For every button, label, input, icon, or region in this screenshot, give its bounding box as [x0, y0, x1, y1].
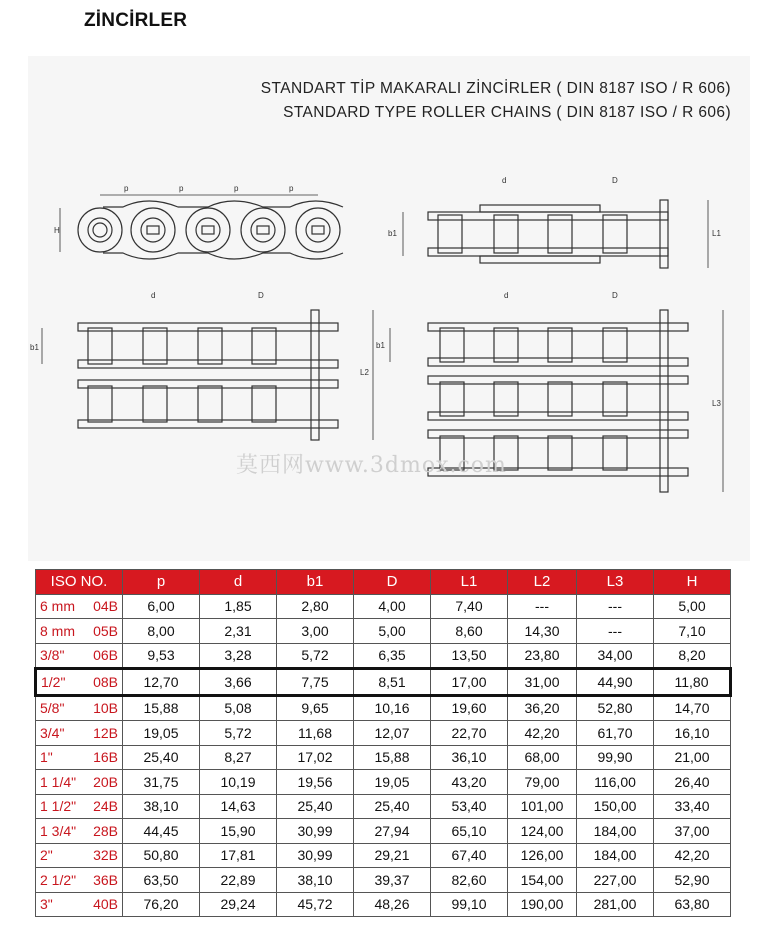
cell-H: 21,00: [654, 745, 731, 770]
iso-size: 6 mm: [40, 598, 75, 615]
cell-L1: 65,10: [431, 819, 508, 844]
iso-code: 12B: [93, 724, 118, 741]
cell-H: 11,80: [654, 669, 731, 696]
iso-code: 08B: [93, 673, 118, 690]
iso-cell: [36, 868, 123, 893]
cell-b1: 17,02: [277, 745, 354, 770]
cell-L2: 126,00: [508, 843, 577, 868]
dim-label-p: p: [234, 184, 239, 193]
single-strand-view: [403, 200, 708, 268]
header-L3: L3: [577, 570, 654, 595]
cell-d: 5,72: [200, 721, 277, 746]
cell-H: 33,40: [654, 794, 731, 819]
cell-L3: 227,00: [577, 868, 654, 893]
iso-size: 5/8": [40, 700, 65, 717]
iso-cell: [36, 892, 123, 917]
iso-code: 28B: [93, 822, 118, 839]
cell-L3: ---: [577, 594, 654, 619]
cell-L2: 36,20: [508, 695, 577, 721]
cell-p: 6,00: [123, 594, 200, 619]
cell-p: 8,00: [123, 619, 200, 644]
cell-L2: 79,00: [508, 770, 577, 795]
iso-code: 10B: [93, 700, 118, 717]
iso-size: 1 1/2": [40, 798, 77, 815]
iso-cell: [36, 819, 123, 844]
cell-L3: 44,90: [577, 669, 654, 696]
header-L2: L2: [508, 570, 577, 595]
table-row: [36, 745, 731, 770]
iso-size: 1/2": [41, 673, 66, 690]
table-row: [36, 819, 731, 844]
cell-p: 63,50: [123, 868, 200, 893]
cell-L3: 34,00: [577, 643, 654, 669]
cell-b1: 45,72: [277, 892, 354, 917]
dim-label-L3: L3: [712, 399, 721, 408]
cell-d: 17,81: [200, 843, 277, 868]
cell-p: 19,05: [123, 721, 200, 746]
dim-label-d: d: [151, 291, 156, 300]
cell-L3: 150,00: [577, 794, 654, 819]
cell-p: 44,45: [123, 819, 200, 844]
cell-b1: 7,75: [277, 669, 354, 696]
cell-D: 19,05: [354, 770, 431, 795]
iso-code: 20B: [93, 773, 118, 790]
dim-label-d: d: [502, 176, 507, 185]
cell-L2: 154,00: [508, 868, 577, 893]
cell-L3: ---: [577, 619, 654, 644]
cell-b1: 30,99: [277, 819, 354, 844]
table-row: [36, 892, 731, 917]
header-H: H: [654, 570, 731, 595]
iso-code: 32B: [93, 847, 118, 864]
cell-L1: 19,60: [431, 695, 508, 721]
cell-H: 7,10: [654, 619, 731, 644]
iso-code: 16B: [93, 749, 118, 766]
cell-L3: 116,00: [577, 770, 654, 795]
cell-L3: 281,00: [577, 892, 654, 917]
table-row: [36, 594, 731, 619]
header-L1: L1: [431, 570, 508, 595]
table-body: [36, 594, 731, 917]
cell-L3: 184,00: [577, 819, 654, 844]
cell-L2: 23,80: [508, 643, 577, 669]
table-row: [36, 868, 731, 893]
chain-spec-table: [34, 569, 732, 917]
cell-d: 29,24: [200, 892, 277, 917]
cell-H: 26,40: [654, 770, 731, 795]
cell-b1: 38,10: [277, 868, 354, 893]
dim-label-b1: b1: [376, 341, 385, 350]
cell-L1: 82,60: [431, 868, 508, 893]
iso-cell: [36, 669, 123, 696]
cell-b1: 5,72: [277, 643, 354, 669]
cell-p: 9,53: [123, 643, 200, 669]
cell-L2: 31,00: [508, 669, 577, 696]
iso-size: 1": [40, 749, 53, 766]
cell-p: 50,80: [123, 843, 200, 868]
cell-H: 5,00: [654, 594, 731, 619]
iso-cell: [36, 843, 123, 868]
iso-code: 05B: [93, 622, 118, 639]
dim-label-D: D: [258, 291, 264, 300]
table-row: [36, 721, 731, 746]
cell-L2: 42,20: [508, 721, 577, 746]
dim-label-d: d: [504, 291, 509, 300]
cell-d: 3,28: [200, 643, 277, 669]
cell-d: 14,63: [200, 794, 277, 819]
cell-d: 3,66: [200, 669, 277, 696]
cell-d: 10,19: [200, 770, 277, 795]
cell-L1: 13,50: [431, 643, 508, 669]
iso-size: 8 mm: [40, 622, 75, 639]
cell-L1: 7,40: [431, 594, 508, 619]
cell-L1: 99,10: [431, 892, 508, 917]
cell-L3: 99,90: [577, 745, 654, 770]
watermark: 莫西网www.3dmox.com: [236, 453, 507, 478]
iso-cell: [36, 721, 123, 746]
cell-D: 25,40: [354, 794, 431, 819]
page-heading: ZİNCİRLER: [84, 10, 188, 31]
cell-b1: 2,80: [277, 594, 354, 619]
cell-d: 5,08: [200, 695, 277, 721]
cell-L3: 61,70: [577, 721, 654, 746]
header-p: p: [123, 570, 200, 595]
iso-code: 24B: [93, 798, 118, 815]
standard-title-en: STANDARD TYPE ROLLER CHAINS ( DIN 8187 ISO / R 606): [283, 104, 731, 121]
cell-L2: 124,00: [508, 819, 577, 844]
cell-b1: 30,99: [277, 843, 354, 868]
cell-L1: 43,20: [431, 770, 508, 795]
cell-D: 29,21: [354, 843, 431, 868]
table-row: [36, 843, 731, 868]
cell-H: 63,80: [654, 892, 731, 917]
cell-b1: 9,65: [277, 695, 354, 721]
cell-H: 42,20: [654, 843, 731, 868]
iso-size: 3/8": [40, 647, 65, 664]
table-row: [36, 619, 731, 644]
cell-D: 12,07: [354, 721, 431, 746]
cell-D: 39,37: [354, 868, 431, 893]
cell-L2: 190,00: [508, 892, 577, 917]
header-d: d: [200, 570, 277, 595]
dim-label-p: p: [179, 184, 184, 193]
dim-label-D: D: [612, 176, 618, 185]
dim-label-D: D: [612, 291, 618, 300]
cell-L2: 68,00: [508, 745, 577, 770]
cell-L2: 14,30: [508, 619, 577, 644]
header-D: D: [354, 570, 431, 595]
dim-label-b1: b1: [30, 343, 39, 352]
cell-D: 6,35: [354, 643, 431, 669]
cell-b1: 25,40: [277, 794, 354, 819]
cell-p: 38,10: [123, 794, 200, 819]
table-row: [36, 643, 731, 669]
cell-D: 4,00: [354, 594, 431, 619]
cell-H: 16,10: [654, 721, 731, 746]
cell-L2: ---: [508, 594, 577, 619]
cell-D: 15,88: [354, 745, 431, 770]
dim-label-L1: L1: [712, 229, 721, 238]
iso-size: 2": [40, 847, 53, 864]
iso-cell: [36, 745, 123, 770]
cell-L3: 52,80: [577, 695, 654, 721]
cell-L2: 101,00: [508, 794, 577, 819]
cell-L1: 36,10: [431, 745, 508, 770]
iso-cell: [36, 594, 123, 619]
iso-code: 06B: [93, 647, 118, 664]
cell-L1: 17,00: [431, 669, 508, 696]
cell-H: 8,20: [654, 643, 731, 669]
dim-label-L2: L2: [360, 368, 369, 377]
cell-b1: 11,68: [277, 721, 354, 746]
cell-p: 25,40: [123, 745, 200, 770]
iso-size: 3/4": [40, 724, 65, 741]
side-view-chain: [78, 201, 343, 259]
table-header-row: [36, 570, 731, 595]
iso-cell: [36, 770, 123, 795]
cell-H: 52,90: [654, 868, 731, 893]
table-row: [36, 669, 731, 696]
cell-b1: 19,56: [277, 770, 354, 795]
cell-L3: 184,00: [577, 843, 654, 868]
iso-cell: [36, 619, 123, 644]
table-row: [36, 770, 731, 795]
header-b1: b1: [277, 570, 354, 595]
dim-label-h: H: [54, 226, 60, 235]
standard-title-tr: STANDART TİP MAKARALI ZİNCİRLER ( DIN 8187 ISO / R 606): [260, 80, 731, 97]
cell-d: 8,27: [200, 745, 277, 770]
iso-cell: [36, 794, 123, 819]
double-strand-view: [42, 310, 373, 440]
cell-p: 15,88: [123, 695, 200, 721]
iso-cell: [36, 695, 123, 721]
iso-code: 36B: [93, 871, 118, 888]
iso-size: 3": [40, 896, 53, 913]
table-row: [36, 794, 731, 819]
cell-H: 37,00: [654, 819, 731, 844]
header-iso-no: ISO NO.: [36, 570, 123, 595]
cell-d: 22,89: [200, 868, 277, 893]
cell-D: 27,94: [354, 819, 431, 844]
cell-L1: 8,60: [431, 619, 508, 644]
dim-label-p: p: [289, 184, 294, 193]
cell-p: 31,75: [123, 770, 200, 795]
cell-D: 8,51: [354, 669, 431, 696]
cell-L1: 53,40: [431, 794, 508, 819]
cell-D: 48,26: [354, 892, 431, 917]
cell-d: 2,31: [200, 619, 277, 644]
table-row: [36, 695, 731, 721]
iso-size: 1 3/4": [40, 822, 77, 839]
cell-b1: 3,00: [277, 619, 354, 644]
cell-L1: 67,40: [431, 843, 508, 868]
cell-H: 14,70: [654, 695, 731, 721]
cell-L1: 22,70: [431, 721, 508, 746]
cell-d: 1,85: [200, 594, 277, 619]
cell-p: 76,20: [123, 892, 200, 917]
dim-label-p: p: [124, 184, 129, 193]
cell-D: 5,00: [354, 619, 431, 644]
cell-d: 15,90: [200, 819, 277, 844]
iso-size: 2 1/2": [40, 871, 77, 888]
iso-code: 40B: [93, 896, 118, 913]
cell-D: 10,16: [354, 695, 431, 721]
iso-code: 04B: [93, 598, 118, 615]
dim-label-b1: b1: [388, 229, 397, 238]
cell-p: 12,70: [123, 669, 200, 696]
iso-size: 1 1/4": [40, 773, 77, 790]
iso-cell: [36, 643, 123, 669]
